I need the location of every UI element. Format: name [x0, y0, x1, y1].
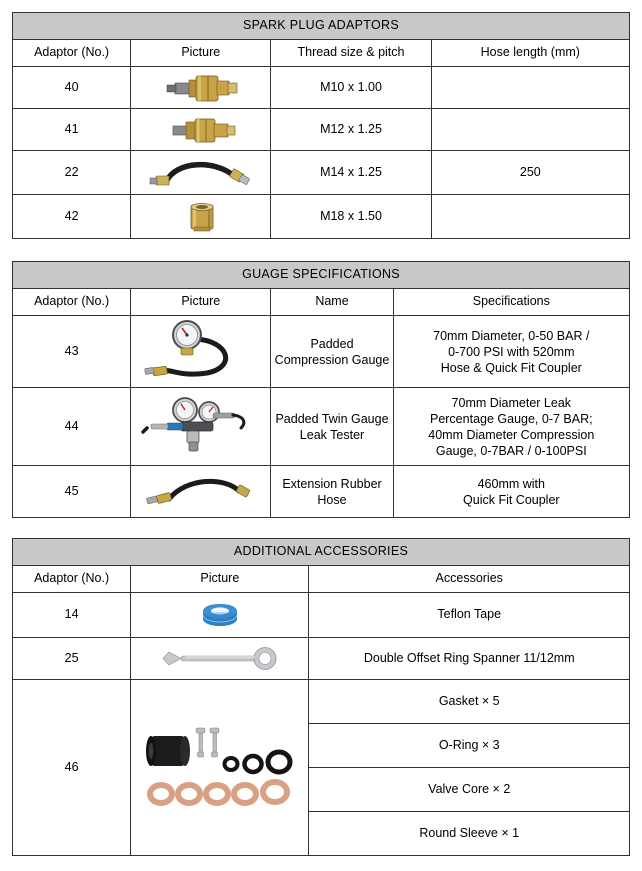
twin-gauge-leak-tester-photo [134, 392, 267, 462]
compression-gauge-photo [134, 319, 267, 385]
table-row [13, 680, 630, 724]
adaptor-number: 41 [13, 109, 131, 151]
extension-rubber-hose-photo [134, 469, 267, 515]
gauge-name-line-1: Padded [310, 336, 354, 351]
gauge-specification [393, 316, 629, 388]
table-row [13, 67, 630, 109]
thread-size: M14 x 1.25 [271, 151, 431, 195]
guage-specifications-header-row [13, 289, 630, 316]
guage-specifications-table [12, 261, 630, 518]
additional-accessories-title-row [13, 539, 630, 566]
adaptor-number: 45 [13, 466, 131, 518]
accessory-item: Valve Core × 2 [309, 768, 630, 812]
header-picture: Picture [131, 40, 271, 67]
spark-plug-adaptors-title: SPARK PLUG ADAPTORS [13, 13, 630, 40]
adaptor-picture-cell [131, 67, 271, 109]
spark-plug-adaptors-table [12, 12, 630, 239]
adaptor-picture-cell [131, 109, 271, 151]
table-row [13, 638, 630, 680]
gauge-name-line-2: Hose [317, 492, 347, 507]
accessory-picture-cell [131, 680, 309, 856]
header-adaptor-no: Adaptor (No.) [13, 566, 131, 593]
adaptor-number: 40 [13, 67, 131, 109]
gauge-name [271, 466, 393, 518]
header-picture: Picture [131, 289, 271, 316]
teflon-tape-photo [134, 595, 305, 635]
hose-length: 250 [431, 151, 629, 195]
gauge-name-line-1: Extension Rubber [282, 476, 382, 491]
accessory-item: O-Ring × 3 [309, 724, 630, 768]
small-parts-kit-photo [134, 708, 305, 828]
guage-specifications-title-row [13, 262, 630, 289]
additional-accessories-header-row [13, 566, 630, 593]
adaptor-number: 43 [13, 316, 131, 388]
gauge-spec-line-4: Gauge, 0-7BAR / 0-100PSI [435, 443, 587, 458]
table-row [13, 151, 630, 195]
table-row [13, 466, 630, 518]
header-thread-size: Thread size & pitch [271, 40, 431, 67]
adaptor-picture-cell [131, 195, 271, 239]
gauge-picture-cell [131, 466, 271, 518]
gauge-name-line-1: Padded Twin Gauge [275, 411, 389, 426]
top-spacer [0, 0, 642, 12]
gauge-picture-cell [131, 316, 271, 388]
hose-length [431, 195, 629, 239]
adaptor-number: 22 [13, 151, 131, 195]
adaptor-number: 44 [13, 388, 131, 466]
black-hose-adaptor-photo [134, 154, 267, 192]
brass-adaptor-knurled-photo [134, 113, 267, 147]
table-row [13, 593, 630, 638]
accessory-name: Double Offset Ring Spanner 11/12mm [309, 638, 630, 680]
gauge-specification [393, 466, 629, 518]
spark-plug-adaptors-title-row [13, 13, 630, 40]
gauge-spec-line-3: Hose & Quick Fit Coupler [440, 360, 582, 375]
gauge-name [271, 316, 393, 388]
spanner-photo [134, 644, 305, 674]
gauge-name [271, 388, 393, 466]
header-name: Name [271, 289, 393, 316]
accessory-item: Round Sleeve × 1 [309, 812, 630, 856]
gauge-spec-line-3: 40mm Diameter Compression [428, 427, 595, 442]
gauge-spec-line-1: 70mm Diameter Leak [451, 395, 572, 410]
brass-adaptor-short-photo [134, 71, 267, 105]
gauge-spec-line-2: Quick Fit Coupler [463, 492, 560, 507]
header-adaptor-no: Adaptor (No.) [13, 289, 131, 316]
thread-size: M12 x 1.25 [271, 109, 431, 151]
header-picture: Picture [131, 566, 309, 593]
accessory-item: Gasket × 5 [309, 680, 630, 724]
table-row [13, 109, 630, 151]
guage-specifications-title: GUAGE SPECIFICATIONS [13, 262, 630, 289]
thread-size: M10 x 1.00 [271, 67, 431, 109]
thread-size: M18 x 1.50 [271, 195, 431, 239]
header-adaptor-no: Adaptor (No.) [13, 40, 131, 67]
adaptor-number: 14 [13, 593, 131, 638]
adaptor-number: 42 [13, 195, 131, 239]
gauge-spec-line-1: 460mm with [477, 476, 545, 491]
gauge-spec-line-2: 0-700 PSI with 520mm [448, 344, 575, 359]
header-specifications: Specifications [393, 289, 629, 316]
gauge-name-line-2: Leak Tester [299, 427, 365, 442]
spark-plug-adaptors-header-row [13, 40, 630, 67]
accessory-picture-cell [131, 638, 309, 680]
accessory-picture-cell [131, 593, 309, 638]
adaptor-number: 25 [13, 638, 131, 680]
additional-accessories-title: ADDITIONAL ACCESSORIES [13, 539, 630, 566]
gauge-spec-line-2: Percentage Gauge, 0-7 BAR; [429, 411, 593, 426]
gauge-spec-line-1: 70mm Diameter, 0-50 BAR / [433, 328, 590, 343]
additional-accessories-table [12, 538, 630, 856]
gap-after-table-2 [0, 518, 642, 538]
hose-length [431, 67, 629, 109]
accessory-name: Teflon Tape [309, 593, 630, 638]
brass-ring-adaptor-photo [134, 199, 267, 235]
gauge-picture-cell [131, 388, 271, 466]
gauge-name-line-2: Compression Gauge [274, 352, 390, 367]
table-row [13, 388, 630, 466]
gap-after-table-1 [0, 239, 642, 261]
adaptor-number: 46 [13, 680, 131, 856]
table-row [13, 195, 630, 239]
header-accessories: Accessories [309, 566, 630, 593]
gauge-specification [393, 388, 629, 466]
table-row [13, 316, 630, 388]
adaptor-picture-cell [131, 151, 271, 195]
header-hose-length: Hose length (mm) [431, 40, 629, 67]
hose-length [431, 109, 629, 151]
